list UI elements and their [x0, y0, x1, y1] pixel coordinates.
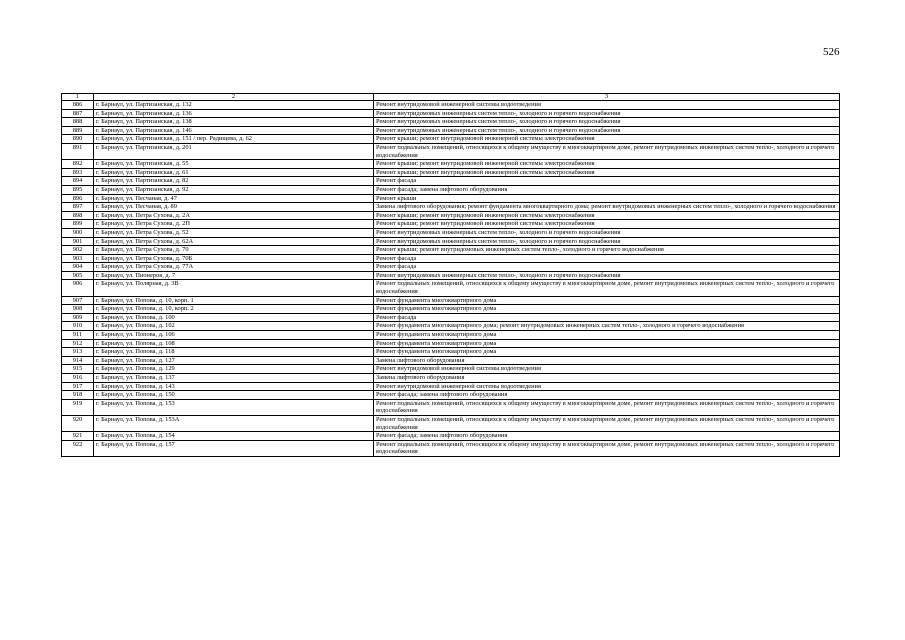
row-work-type: Ремонт подвальных помещений, относящихся к общему имуществу в многоквартирном доме, ремонт внутридомовых инженерных систем тепло-, холодного и горячего водоснабжения	[374, 399, 840, 415]
row-number: 911	[62, 331, 94, 340]
row-work-type: Ремонт внутридомовых инженерных систем тепло-, холодного и горячего водоснабжения	[374, 228, 840, 237]
table-header-row	[62, 94, 840, 101]
row-address: г. Барнаул, ул. Партизанская, д. 55	[94, 160, 374, 169]
row-work-type: Замена лифтового оборудования	[374, 374, 840, 383]
row-work-type: Ремонт фундамента многоквартирного дома	[374, 348, 840, 357]
row-number: 919	[62, 399, 94, 415]
row-work-type: Ремонт внутридомовых инженерных систем тепло-, холодного и горячего водоснабжения	[374, 109, 840, 118]
row-number: 891	[62, 143, 94, 159]
row-address: г. Барнаул, ул. Попова, д. 153А	[94, 415, 374, 431]
table-row	[62, 356, 840, 365]
row-work-type: Ремонт внутридомовых инженерных систем тепло-, холодного и горячего водоснабжения	[374, 237, 840, 246]
row-address: г. Барнаул, ул. Попова, д. 137	[94, 374, 374, 383]
row-work-type: Ремонт подвальных помещений, относящихся к общему имуществу в многоквартирном доме, ремонт внутридомовых инженерных систем тепло-, холодного и горячего водоснабжения	[374, 440, 840, 456]
row-number: 892	[62, 160, 94, 169]
row-address: г. Барнаул, ул. Песчаная, д. 89	[94, 203, 374, 212]
row-number: 899	[62, 220, 94, 229]
table-row	[62, 322, 840, 331]
row-work-type: Ремонт подвальных помещений, относящихся к общему имуществу в многоквартирном доме, ремонт внутридомовых инженерных систем тепло-, холодного и горячего водоснабжения	[374, 415, 840, 431]
row-work-type: Ремонт фундамента многоквартирного дома; ремонт внутридомовых инженерных систем тепло-, холодного и горячего водоснабжения	[374, 322, 840, 331]
row-address: г. Барнаул, ул. Петра Сухова, д. 52	[94, 228, 374, 237]
row-address: г. Барнаул, ул. Попова, д. 153	[94, 399, 374, 415]
row-number: 894	[62, 177, 94, 186]
row-address: г. Барнаул, ул. Петра Сухова, д. 77А	[94, 263, 374, 272]
row-number: 914	[62, 356, 94, 365]
table-row	[62, 280, 840, 296]
row-work-type: Ремонт фасада	[374, 313, 840, 322]
row-work-type: Ремонт фасада; замена лифтового оборудования	[374, 432, 840, 441]
row-address: г. Барнаул, ул. Попова, д. 118	[94, 348, 374, 357]
row-work-type: Ремонт крыши; ремонт внутридомовой инженерной системы электроснабжения	[374, 135, 840, 144]
row-address: г. Барнаул, ул. Попова, д. 10, корп. 2	[94, 305, 374, 314]
row-work-type: Ремонт подвальных помещений, относящихся к общему имуществу в многоквартирном доме, ремонт внутридомовых инженерных систем тепло-, холодного и горячего водоснабжения	[374, 280, 840, 296]
row-number: 886	[62, 101, 94, 110]
row-number: 908	[62, 305, 94, 314]
row-number: 912	[62, 339, 94, 348]
row-work-type: Ремонт внутридомовых инженерных систем тепло-, холодного и горячего водоснабжения	[374, 271, 840, 280]
row-number: 890	[62, 135, 94, 144]
row-number: 920	[62, 415, 94, 431]
header-col-address: 2	[94, 94, 374, 101]
row-work-type: Ремонт фасада; замена лифтового оборудования	[374, 391, 840, 400]
table-row	[62, 254, 840, 263]
page-number: 526	[823, 46, 840, 58]
table-row	[62, 101, 840, 110]
table-row	[62, 399, 840, 415]
row-address: г. Барнаул, ул. Полярная, д. 3В	[94, 280, 374, 296]
row-address: г. Барнаул, ул. Партизанская, д. 61	[94, 168, 374, 177]
table-row	[62, 305, 840, 314]
row-work-type: Ремонт подвальных помещений, относящихся к общему имуществу в многоквартирном доме, ремонт внутридомовых инженерных систем тепло-, холодного и горячего водоснабжения	[374, 143, 840, 159]
row-number: 916	[62, 374, 94, 383]
row-address: г. Барнаул, ул. Попова, д. 127	[94, 356, 374, 365]
row-address: г. Барнаул, ул. Партизанская, д. 151 / пер. Радищева, д. 62	[94, 135, 374, 144]
row-work-type: Ремонт крыши; ремонт внутридомовых инженерных систем тепло-, холодного и горячего водоснабжения	[374, 246, 840, 255]
table-row	[62, 109, 840, 118]
row-number: 922	[62, 440, 94, 456]
row-work-type: Ремонт крыши; ремонт внутридомовой инженерной системы электроснабжения	[374, 160, 840, 169]
row-address: г. Барнаул, ул. Попова, д. 102	[94, 322, 374, 331]
table-row	[62, 263, 840, 272]
row-address: г. Барнаул, ул. Песчаная, д. 47	[94, 194, 374, 203]
row-work-type: Замена лифтового оборудования; ремонт фундамента многоквартирного дома; ремонт внутридомовых инженерных систем тепло-, холодного и горячего водоснабжения	[374, 203, 840, 212]
header-col-number: 1	[62, 94, 94, 101]
row-work-type: Ремонт фундамента многоквартирного дома	[374, 296, 840, 305]
row-number: 906	[62, 280, 94, 296]
row-address: г. Барнаул, ул. Партизанская, д. 138	[94, 118, 374, 127]
row-address: г. Барнаул, ул. Партизанская, д. 132	[94, 101, 374, 110]
row-work-type: Замена лифтового оборудования	[374, 356, 840, 365]
table-body	[62, 94, 840, 457]
row-number: 900	[62, 228, 94, 237]
row-number: 896	[62, 194, 94, 203]
row-work-type: Ремонт внутридомовых инженерных систем тепло-, холодного и горячего водоснабжения	[374, 118, 840, 127]
row-address: г. Барнаул, ул. Попова, д. 100	[94, 313, 374, 322]
table-row	[62, 168, 840, 177]
row-number: 907	[62, 296, 94, 305]
row-number: 904	[62, 263, 94, 272]
row-number: 889	[62, 126, 94, 135]
row-work-type: Ремонт крыши; ремонт внутридомовой инженерной системы электроснабжения	[374, 168, 840, 177]
row-address: г. Барнаул, ул. Попова, д. 157	[94, 440, 374, 456]
row-work-type: Ремонт внутридомовой инженерной системы водоотведения	[374, 382, 840, 391]
row-number: 898	[62, 211, 94, 220]
table-row	[62, 365, 840, 374]
row-number: 910	[62, 322, 94, 331]
table-row	[62, 331, 840, 340]
row-address: г. Барнаул, ул. Попова, д. 150	[94, 391, 374, 400]
row-address: г. Барнаул, ул. Петра Сухова, д. 70Б	[94, 254, 374, 263]
row-work-type: Ремонт крыши	[374, 194, 840, 203]
row-number: 901	[62, 237, 94, 246]
table-row	[62, 391, 840, 400]
table-row	[62, 118, 840, 127]
row-address: г. Барнаул, ул. Петра Сухова, д. 2А	[94, 211, 374, 220]
row-address: г. Барнаул, ул. Петра Сухова, д. 70	[94, 246, 374, 255]
row-address: г. Барнаул, ул. Партизанская, д. 146	[94, 126, 374, 135]
row-address: г. Барнаул, ул. Петра Сухова, д. 62А	[94, 237, 374, 246]
row-work-type: Ремонт внутридомовой инженерной системы водоотведения	[374, 101, 840, 110]
table-row	[62, 211, 840, 220]
row-number: 915	[62, 365, 94, 374]
row-work-type: Ремонт фасада; замена лифтового оборудования	[374, 185, 840, 194]
row-address: г. Барнаул, ул. Петра Сухова, д. 2П	[94, 220, 374, 229]
row-address: г. Барнаул, ул. Попова, д. 106	[94, 331, 374, 340]
row-work-type: Ремонт фасада	[374, 177, 840, 186]
row-number: 918	[62, 391, 94, 400]
table-row	[62, 143, 840, 159]
repair-registry-table	[61, 93, 840, 457]
row-address: г. Барнаул, ул. Партизанская, д. 201	[94, 143, 374, 159]
table-row	[62, 126, 840, 135]
table-row	[62, 194, 840, 203]
row-number: 913	[62, 348, 94, 357]
row-number: 905	[62, 271, 94, 280]
table-row	[62, 203, 840, 212]
row-number: 909	[62, 313, 94, 322]
row-number: 902	[62, 246, 94, 255]
row-address: г. Барнаул, ул. Попова, д. 10, корп. 1	[94, 296, 374, 305]
row-address: г. Барнаул, ул. Партизанская, д. 82	[94, 177, 374, 186]
row-address: г. Барнаул, ул. Пионеров, д. 7	[94, 271, 374, 280]
row-number: 897	[62, 203, 94, 212]
row-work-type: Ремонт фасада	[374, 263, 840, 272]
row-work-type: Ремонт фундамента многоквартирного дома	[374, 339, 840, 348]
table-row	[62, 228, 840, 237]
header-col-work: 3	[374, 94, 840, 101]
table-row	[62, 271, 840, 280]
table-row	[62, 348, 840, 357]
table-row	[62, 237, 840, 246]
row-number: 921	[62, 432, 94, 441]
row-address: г. Барнаул, ул. Попова, д. 143	[94, 382, 374, 391]
row-work-type: Ремонт внутридомовой инженерной системы водоотведения	[374, 365, 840, 374]
table-row	[62, 220, 840, 229]
row-number: 903	[62, 254, 94, 263]
row-number: 917	[62, 382, 94, 391]
row-number: 893	[62, 168, 94, 177]
row-address: г. Барнаул, ул. Партизанская, д. 92	[94, 185, 374, 194]
table-row	[62, 185, 840, 194]
table-row	[62, 374, 840, 383]
row-address: г. Барнаул, ул. Попова, д. 129	[94, 365, 374, 374]
table-row	[62, 177, 840, 186]
row-number: 895	[62, 185, 94, 194]
table-row	[62, 382, 840, 391]
table-row	[62, 313, 840, 322]
row-address: г. Барнаул, ул. Попова, д. 154	[94, 432, 374, 441]
row-number: 887	[62, 109, 94, 118]
row-work-type: Ремонт фасада	[374, 254, 840, 263]
table-row	[62, 339, 840, 348]
row-work-type: Ремонт фундамента многоквартирного дома	[374, 331, 840, 340]
row-work-type: Ремонт крыши; ремонт внутридомовой инженерной системы электроснабжения	[374, 220, 840, 229]
row-work-type: Ремонт крыши; ремонт внутридомовой инженерной системы электроснабжения	[374, 211, 840, 220]
table-row	[62, 135, 840, 144]
table-row	[62, 432, 840, 441]
table-row	[62, 296, 840, 305]
table-row	[62, 246, 840, 255]
table-row	[62, 160, 840, 169]
row-address: г. Барнаул, ул. Партизанская, д. 136	[94, 109, 374, 118]
row-address: г. Барнаул, ул. Попова, д. 108	[94, 339, 374, 348]
table-row	[62, 440, 840, 456]
table-row	[62, 415, 840, 431]
row-work-type: Ремонт фундамента многоквартирного дома	[374, 305, 840, 314]
row-number: 888	[62, 118, 94, 127]
row-work-type: Ремонт внутридомовых инженерных систем тепло-, холодного и горячего водоснабжения	[374, 126, 840, 135]
